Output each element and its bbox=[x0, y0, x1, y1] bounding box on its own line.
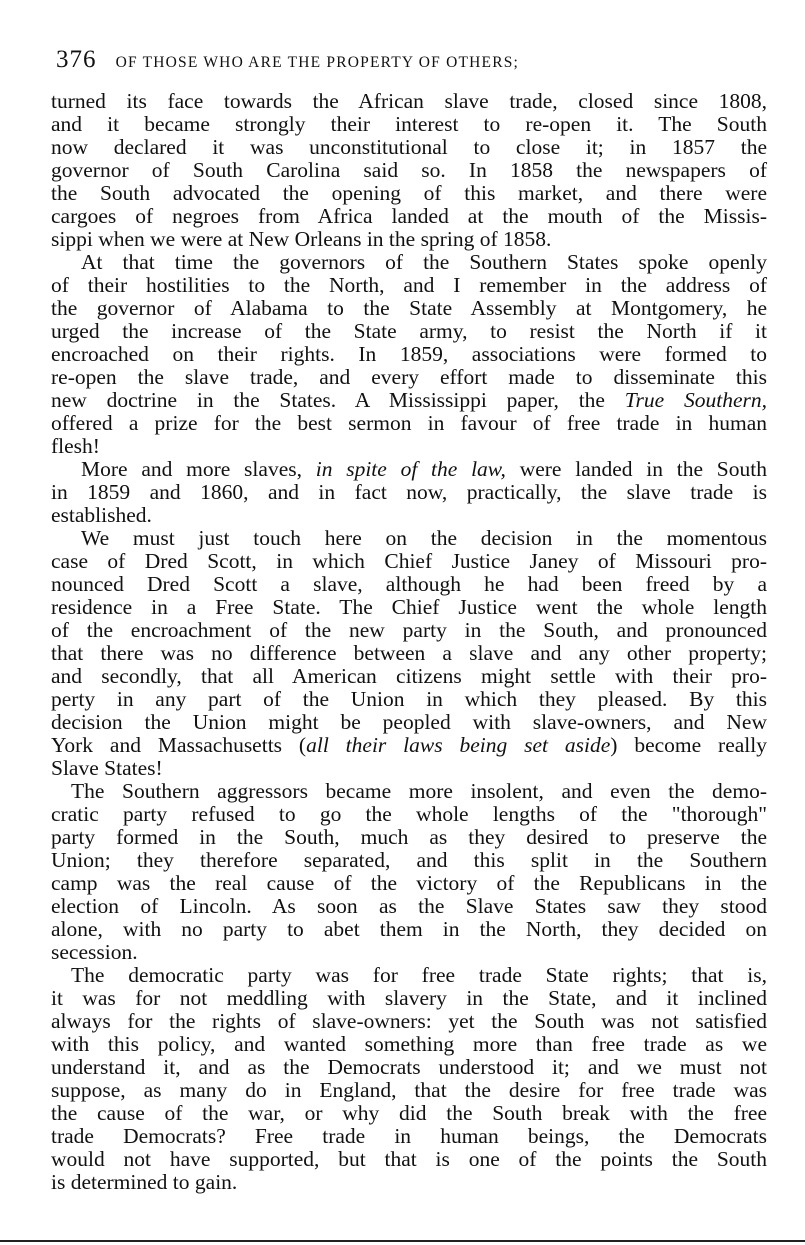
text-line: that there was no difference between a slave and any other property; bbox=[51, 641, 767, 665]
text-line: We must just touch here on the decision in the momentous bbox=[81, 526, 767, 550]
text-segment: new doctrine in the States. A Mississippi paper, the bbox=[51, 388, 625, 412]
text-line: alone, with no party to abet them in the North, they decided on bbox=[51, 917, 767, 941]
paragraph-5 bbox=[51, 780, 767, 964]
text-line: decision the Union might be peopled with slave-owners, and New bbox=[51, 710, 767, 734]
text-line: camp was the real cause of the victory of the Republicans in the bbox=[51, 871, 767, 895]
page-number: 376 bbox=[56, 46, 97, 73]
text-line-with-italic bbox=[51, 734, 767, 757]
italic-phrase: in spite of the law, bbox=[315, 457, 506, 481]
body-text bbox=[51, 90, 767, 1194]
text-line: and it became strongly their interest to re-open it. The South bbox=[51, 112, 767, 136]
text-line: and secondly, that all American citizens might settle with their pro- bbox=[51, 664, 767, 688]
text-line: sippi when we were at New Orleans in the spring of 1858. bbox=[51, 227, 552, 251]
text-line: established. bbox=[51, 503, 152, 527]
text-segment: were landed in the South bbox=[505, 457, 767, 481]
page-header bbox=[56, 46, 756, 78]
text-line: nounced Dred Scott a slave, although he had been freed by a bbox=[51, 572, 767, 596]
text-segment: More and more slaves, bbox=[81, 457, 316, 481]
paragraph-3 bbox=[51, 458, 767, 527]
text-line: governor of South Carolina said so. In 1858 the newspapers of bbox=[51, 158, 767, 182]
text-line: in 1859 and 1860, and in fact now, practically, the slave trade is bbox=[51, 480, 767, 504]
text-line: election of Lincoln. As soon as the Slave States saw they stood bbox=[51, 894, 767, 918]
text-line: cratic party refused to go the whole lengths of the "thorough" bbox=[51, 802, 767, 826]
text-line: is determined to gain. bbox=[51, 1170, 238, 1194]
paragraph-6 bbox=[51, 964, 767, 1194]
text-line: trade Democrats? Free trade in human beings, the Democrats bbox=[51, 1124, 767, 1148]
text-line: flesh! bbox=[51, 434, 100, 458]
text-line: always for the rights of slave-owners: yet the South was not satisfied bbox=[51, 1009, 767, 1033]
text-line: suppose, as many do in England, that the desire for free trade was bbox=[51, 1078, 767, 1102]
italic-phrase: all their laws being set aside bbox=[306, 733, 611, 757]
text-line: now declared it was unconstitutional to close it; in 1857 the bbox=[51, 135, 767, 159]
text-line: understand it, and as the Democrats understood it; and we must not bbox=[51, 1055, 767, 1079]
text-line: of their hostilities to the North, and I remember in the address of bbox=[51, 273, 767, 297]
text-line: would not have supported, but that is one of the points the South bbox=[51, 1147, 767, 1171]
text-line-with-italic bbox=[51, 458, 767, 481]
text-line: The Southern aggressors became more insolent, and even the demo- bbox=[71, 779, 767, 803]
text-line: case of Dred Scott, in which Chief Justice Janey of Missouri pro- bbox=[51, 549, 767, 573]
text-line: party formed in the South, much as they desired to preserve the bbox=[51, 825, 767, 849]
running-title: OF THOSE WHO ARE THE PROPERTY OF OTHERS; bbox=[115, 54, 520, 71]
paragraph-1 bbox=[51, 90, 767, 251]
text-line: the governor of Alabama to the State Assembly at Montgomery, he bbox=[51, 296, 767, 320]
text-line: The democratic party was for free trade State rights; that is, bbox=[71, 963, 767, 987]
text-line: urged the increase of the State army, to resist the North if it bbox=[51, 319, 767, 343]
text-line: perty in any part of the Union in which they pleased. By this bbox=[51, 687, 767, 711]
paragraph-4 bbox=[51, 527, 767, 780]
text-line: encroached on their rights. In 1859, associations were formed to bbox=[51, 342, 767, 366]
text-line: it was for not meddling with slavery in the State, and it inclined bbox=[51, 986, 767, 1010]
text-line: secession. bbox=[51, 940, 138, 964]
text-segment: York and Massachusetts ( bbox=[51, 733, 307, 757]
text-line: cargoes of negroes from Africa landed at the mouth of the Missis- bbox=[51, 204, 767, 228]
text-line: of the encroachment of the new party in the South, and pronounced bbox=[51, 618, 767, 642]
text-line: with this policy, and wanted something more than free trade as we bbox=[51, 1032, 767, 1056]
text-line: re-open the slave trade, and every effort made to disseminate this bbox=[51, 365, 767, 389]
text-line: residence in a Free State. The Chief Justice went the whole length bbox=[51, 595, 767, 619]
text-line: the cause of the war, or why did the South break with the free bbox=[51, 1101, 767, 1125]
text-line: Slave States! bbox=[51, 756, 163, 780]
paragraph-2 bbox=[51, 251, 767, 458]
text-segment: ) become really bbox=[610, 733, 767, 757]
text-line: the South advocated the opening of this market, and there were bbox=[51, 181, 767, 205]
text-line: Union; they therefore separated, and this split in the Southern bbox=[51, 848, 767, 872]
text-line-with-italic bbox=[51, 389, 767, 412]
bottom-rule bbox=[0, 1240, 805, 1242]
text-line: turned its face towards the African slave trade, closed since 1808, bbox=[51, 89, 767, 113]
newspaper-title-italic: True Southern, bbox=[624, 388, 767, 412]
text-line: At that time the governors of the Southern States spoke openly bbox=[81, 250, 767, 274]
text-line: offered a prize for the best sermon in favour of free trade in human bbox=[51, 411, 767, 435]
